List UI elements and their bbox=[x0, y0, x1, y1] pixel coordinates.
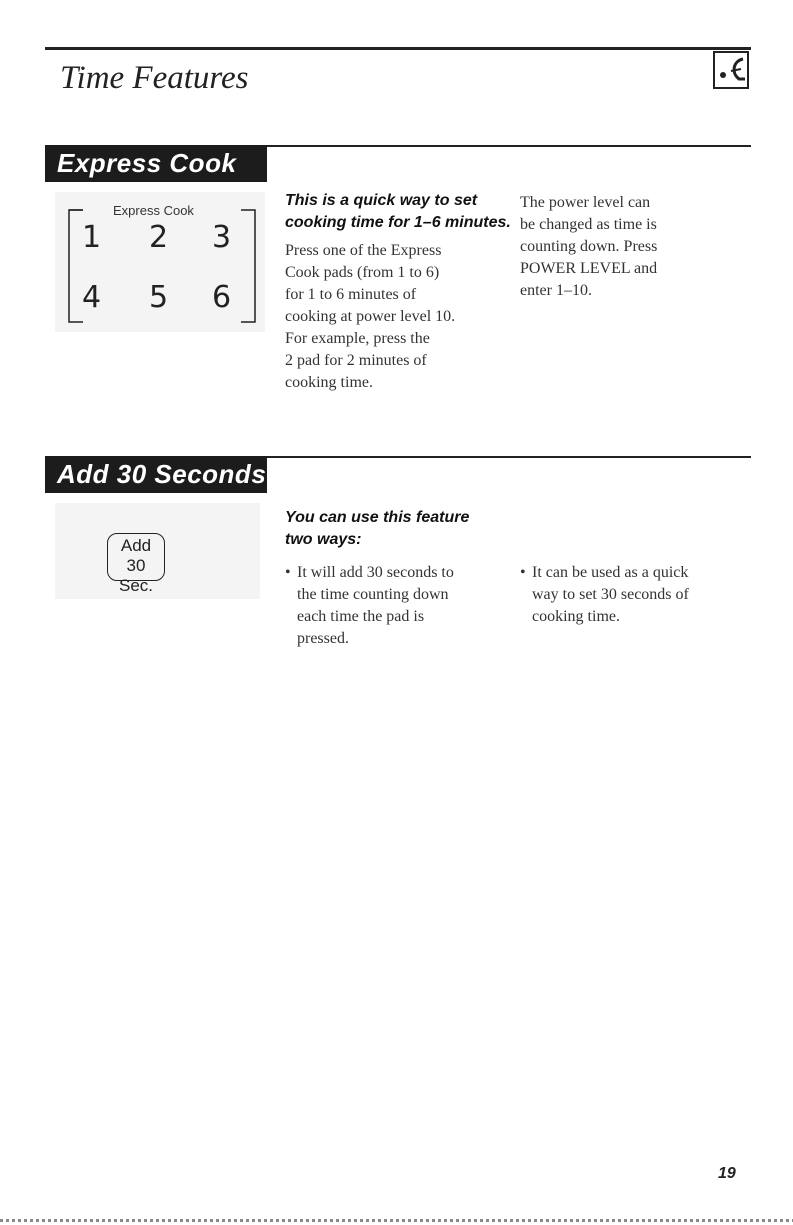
keypad-key-5[interactable]: 5 bbox=[149, 280, 169, 315]
add-30-seconds-section-bar bbox=[45, 456, 267, 493]
plug-icon bbox=[713, 51, 749, 89]
keypad-key-4[interactable]: 4 bbox=[82, 280, 102, 315]
body-line: cooking at power level 10. bbox=[285, 308, 456, 325]
add-30-seconds-heading bbox=[285, 507, 515, 551]
body-line: cooking time. bbox=[285, 374, 373, 391]
express-cook-keypad bbox=[55, 192, 265, 332]
express-cook-heading bbox=[285, 190, 515, 234]
heading-line: cooking time for 1–6 minutes. bbox=[285, 214, 511, 231]
body-line: The power level can bbox=[520, 194, 651, 211]
body-line: Cook pads (from 1 to 6) bbox=[285, 264, 440, 281]
bullet-line: the time counting down bbox=[297, 586, 449, 603]
keypad-label: Express Cook bbox=[113, 203, 194, 218]
body-line: enter 1–10. bbox=[520, 282, 592, 299]
express-cook-section-bar bbox=[45, 145, 267, 182]
body-line: for 1 to 6 minutes of bbox=[285, 286, 417, 303]
add-30-seconds-bullet-2 bbox=[520, 562, 745, 628]
bullet-icon: • bbox=[285, 564, 291, 581]
add-30-seconds-panel bbox=[55, 503, 260, 599]
bullet-line: pressed. bbox=[297, 630, 349, 647]
body-line: POWER LEVEL and bbox=[520, 260, 658, 277]
express-cook-power-note bbox=[520, 192, 740, 302]
body-line: For example, press the bbox=[285, 330, 430, 347]
heading-line: two ways: bbox=[285, 531, 362, 548]
body-line: counting down. Press bbox=[520, 238, 658, 255]
top-rule bbox=[45, 47, 751, 50]
bullet-line: way to set 30 seconds of bbox=[532, 586, 689, 603]
express-cook-body bbox=[285, 240, 505, 394]
express-cook-section-rule bbox=[267, 145, 751, 147]
add-30-seconds-bullet-1 bbox=[285, 562, 510, 650]
heading-line: You can use this feature bbox=[285, 509, 470, 526]
bullet-line: It can be used as a quick bbox=[532, 564, 689, 581]
add-30-seconds-section-title: Add 30 Seconds bbox=[57, 459, 267, 489]
bullet-line: cooking time. bbox=[532, 608, 620, 625]
bullet-line: It will add 30 seconds to bbox=[297, 564, 454, 581]
add-button-line1: Add bbox=[120, 536, 152, 555]
keypad-key-2[interactable]: 2 bbox=[149, 220, 169, 255]
add-30-seconds-section-rule bbox=[267, 456, 751, 458]
add-30-seconds-button[interactable] bbox=[107, 533, 165, 595]
page-title: Time Features bbox=[60, 60, 249, 96]
bottom-rule bbox=[0, 1219, 793, 1222]
keypad-key-1[interactable]: 1 bbox=[82, 220, 102, 255]
keypad-key-6[interactable]: 6 bbox=[212, 280, 232, 315]
keypad-key-3[interactable]: 3 bbox=[212, 220, 232, 255]
page-number: 19 bbox=[718, 1165, 736, 1182]
body-line: be changed as time is bbox=[520, 216, 657, 233]
bullet-line: each time the pad is bbox=[297, 608, 425, 625]
heading-line: This is a quick way to set bbox=[285, 192, 478, 209]
express-cook-section-title: Express Cook bbox=[57, 148, 237, 178]
body-line: 2 pad for 2 minutes of bbox=[285, 352, 427, 369]
bullet-icon: • bbox=[520, 564, 526, 581]
body-line: Press one of the Express bbox=[285, 242, 442, 259]
add-button-line2: 30 Sec. bbox=[118, 556, 154, 595]
